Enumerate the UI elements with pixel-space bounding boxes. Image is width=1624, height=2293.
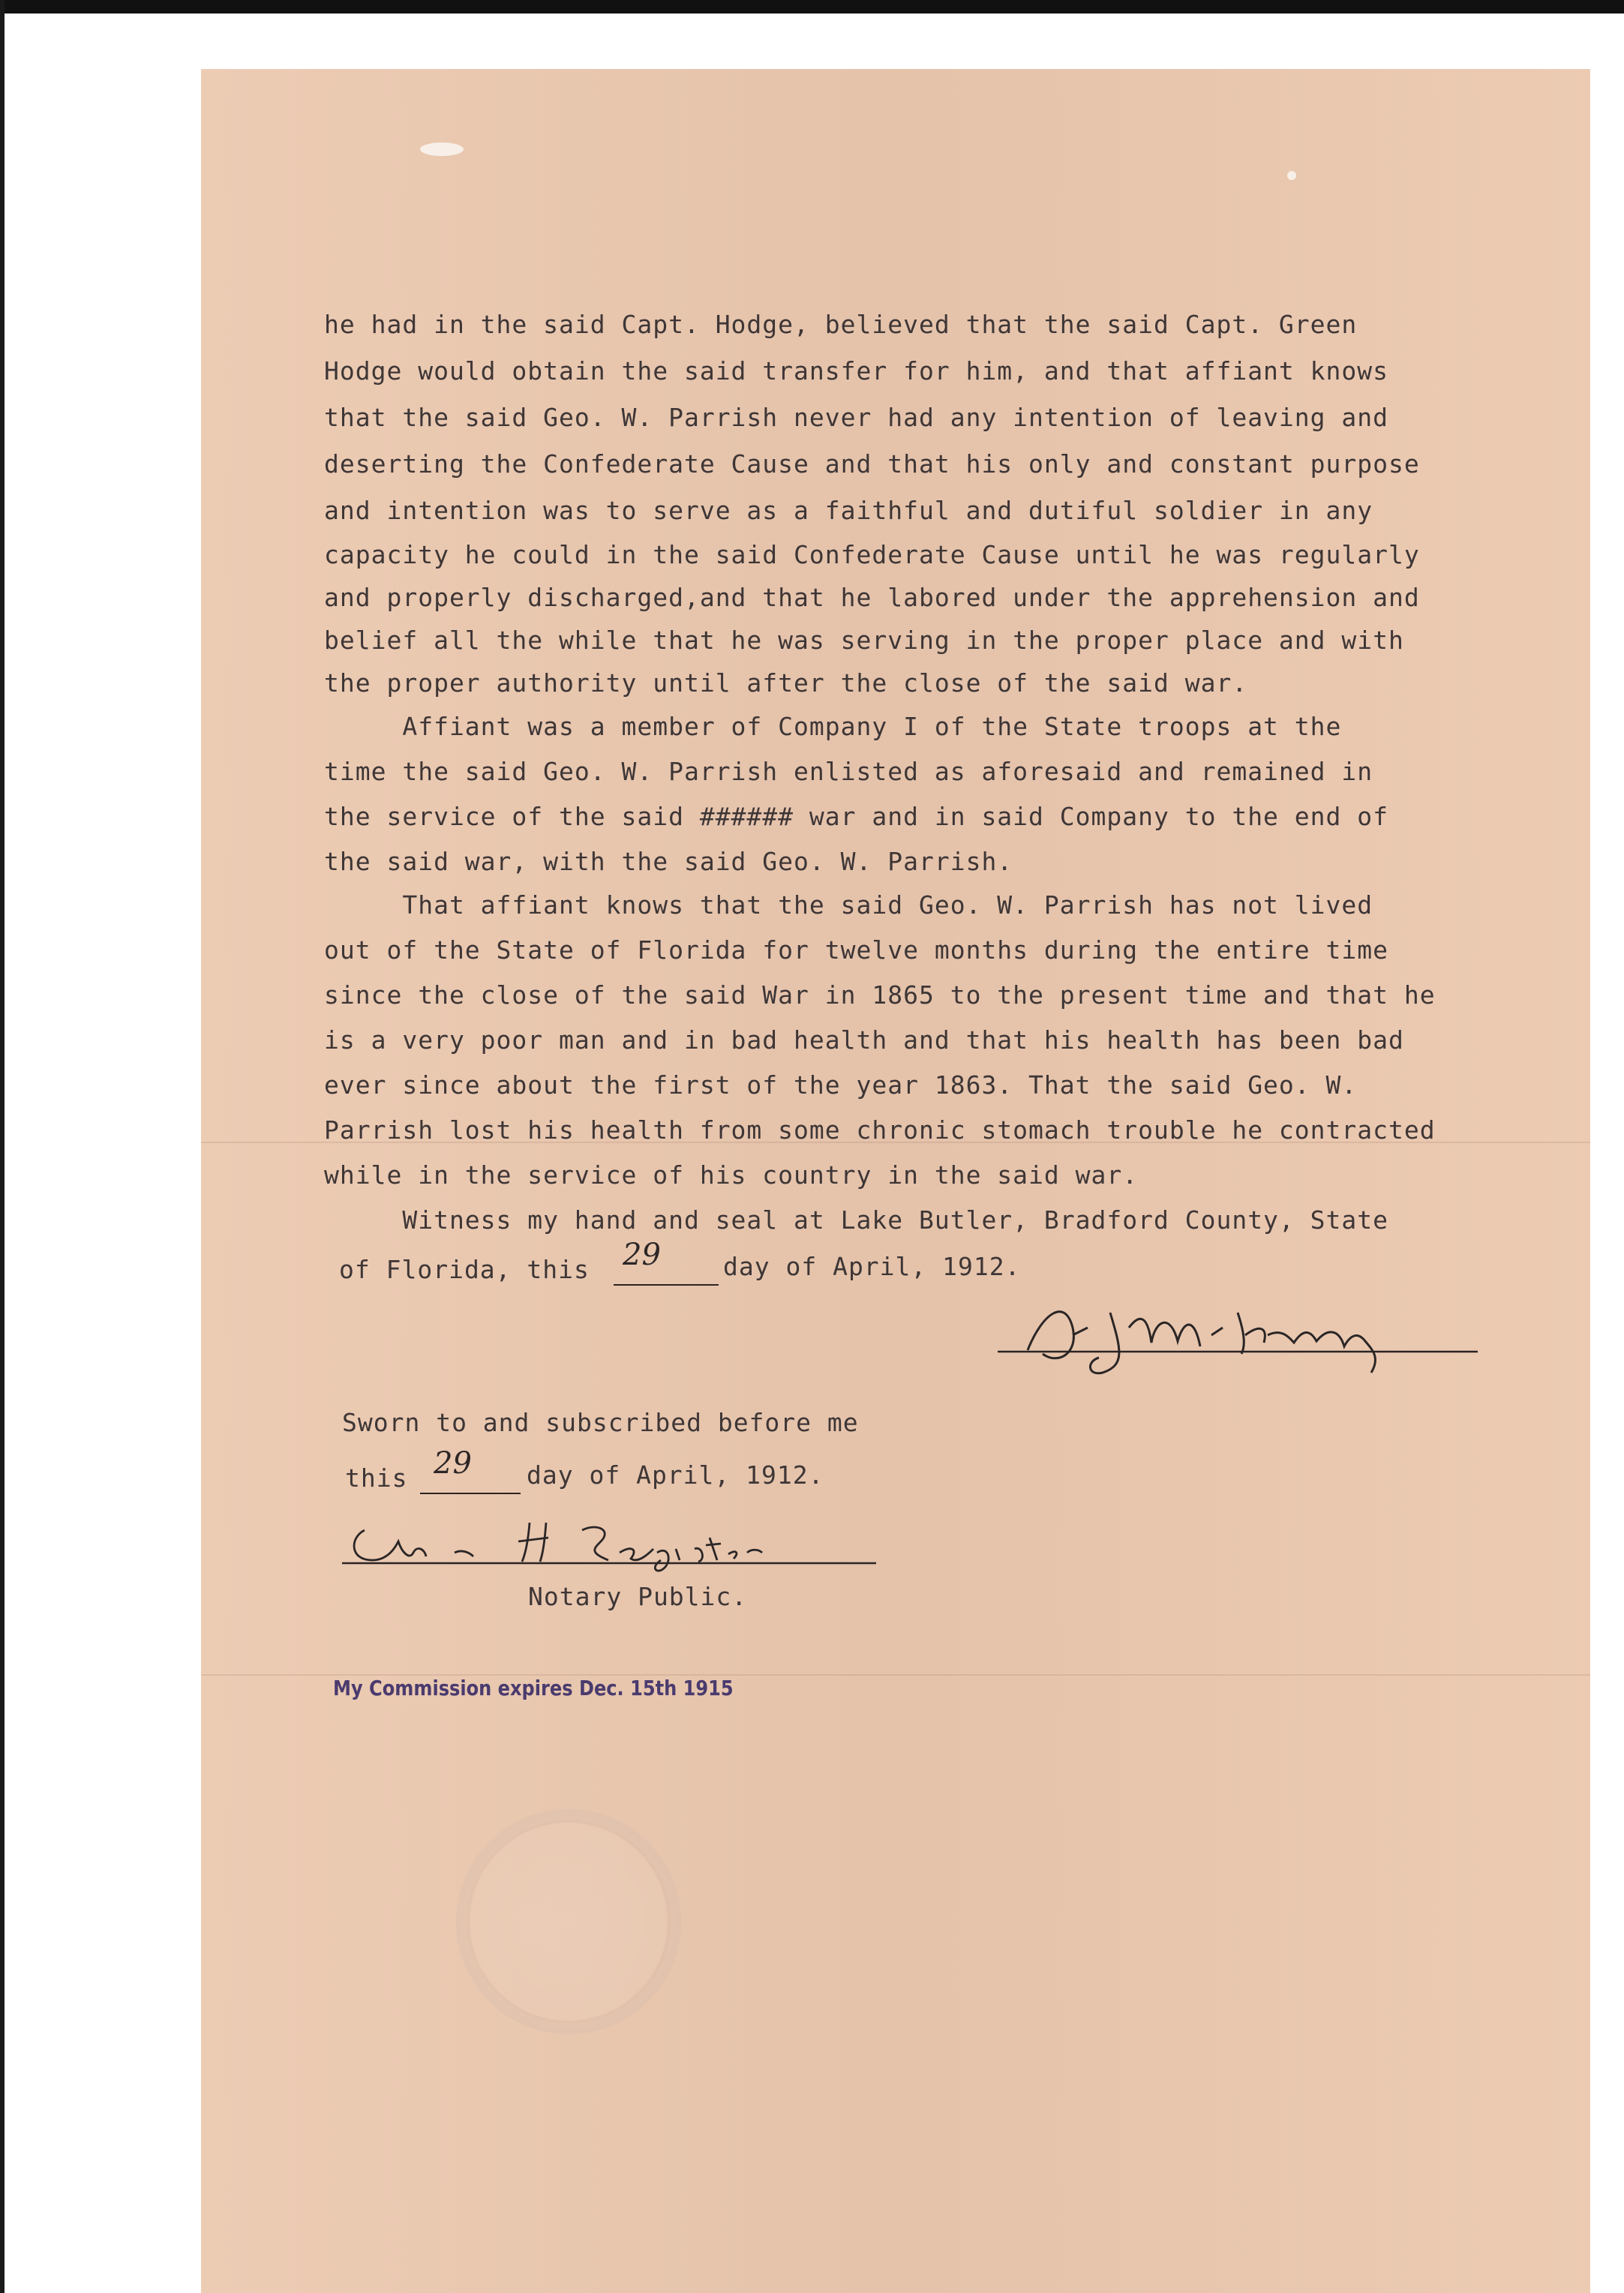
- body-line: he had in the said Capt. Hodge, believed that the said Capt. Green: [324, 310, 1358, 339]
- commission-expiration-stamp: My Commission expires Dec. 15th 1915: [333, 1676, 734, 1700]
- body-line: Witness my hand and seal at Lake Butler, Bradford County, State: [324, 1205, 1389, 1235]
- witness-line-prefix: of Florida, this: [339, 1255, 590, 1284]
- witness-line-suffix: day of April, 1912.: [723, 1252, 1021, 1281]
- body-line: is a very poor man and in bad health and that his health has been bad: [324, 1025, 1404, 1055]
- sworn-day-handwritten: 29: [434, 1446, 472, 1481]
- witness-day-blank: [614, 1284, 719, 1286]
- notary-signature: [342, 1508, 882, 1575]
- body-line: the service of the said ###### war and in said Company to the end of: [324, 802, 1389, 831]
- body-line: while in the service of his country in the said war.: [324, 1160, 1139, 1190]
- body-line: Affiant was a member of Company I of the State troops at the: [324, 712, 1342, 741]
- body-line: since the close of the said War in 1865 to the present time and that he: [324, 980, 1436, 1010]
- body-line: deserting the Confederate Cause and that his only and constant purpose: [324, 449, 1420, 479]
- body-line: that the said Geo. W. Parrish never had any intention of leaving and: [324, 403, 1389, 432]
- witness-day-handwritten: 29: [623, 1238, 661, 1272]
- body-line: capacity he could in the said Confederate Cause until he was regularly: [324, 540, 1420, 569]
- body-line: the said war, with the said Geo. W. Parrish.: [324, 847, 1013, 876]
- body-line: and properly discharged,and that he labored under the apprehension and: [324, 583, 1420, 612]
- paper-damage-mark: [1287, 171, 1296, 180]
- body-line: the proper authority until after the close of the said war.: [324, 668, 1248, 698]
- body-line: That affiant knows that the said Geo. W. Parrish has not lived: [324, 890, 1373, 920]
- embossed-notary-seal: [456, 1809, 681, 2034]
- body-line: Hodge would obtain the said transfer for him, and that affiant knows: [324, 356, 1389, 386]
- sworn-day-blank: [420, 1493, 521, 1494]
- sworn-date-suffix: day of April, 1912.: [527, 1460, 824, 1490]
- sworn-date-prefix: this: [345, 1463, 408, 1493]
- paper-damage-mark: [420, 143, 464, 156]
- sworn-line: Sworn to and subscribed before me: [342, 1408, 859, 1437]
- affiant-signature: [998, 1283, 1478, 1380]
- notary-title: Notary Public.: [528, 1582, 748, 1611]
- scan-top-edge: [0, 0, 1624, 14]
- body-line: ever since about the first of the year 1863. That the said Geo. W.: [324, 1070, 1358, 1100]
- body-line: out of the State of Florida for twelve months during the entire time: [324, 935, 1389, 965]
- body-line: and intention was to serve as a faithful and dutiful soldier in any: [324, 496, 1373, 525]
- body-line: Parrish lost his health from some chronic stomach trouble he contracted: [324, 1115, 1436, 1145]
- scan-left-edge: [0, 0, 5, 2293]
- body-line: belief all the while that he was serving in the proper place and with: [324, 626, 1404, 655]
- body-line: time the said Geo. W. Parrish enlisted as aforesaid and remained in: [324, 757, 1373, 786]
